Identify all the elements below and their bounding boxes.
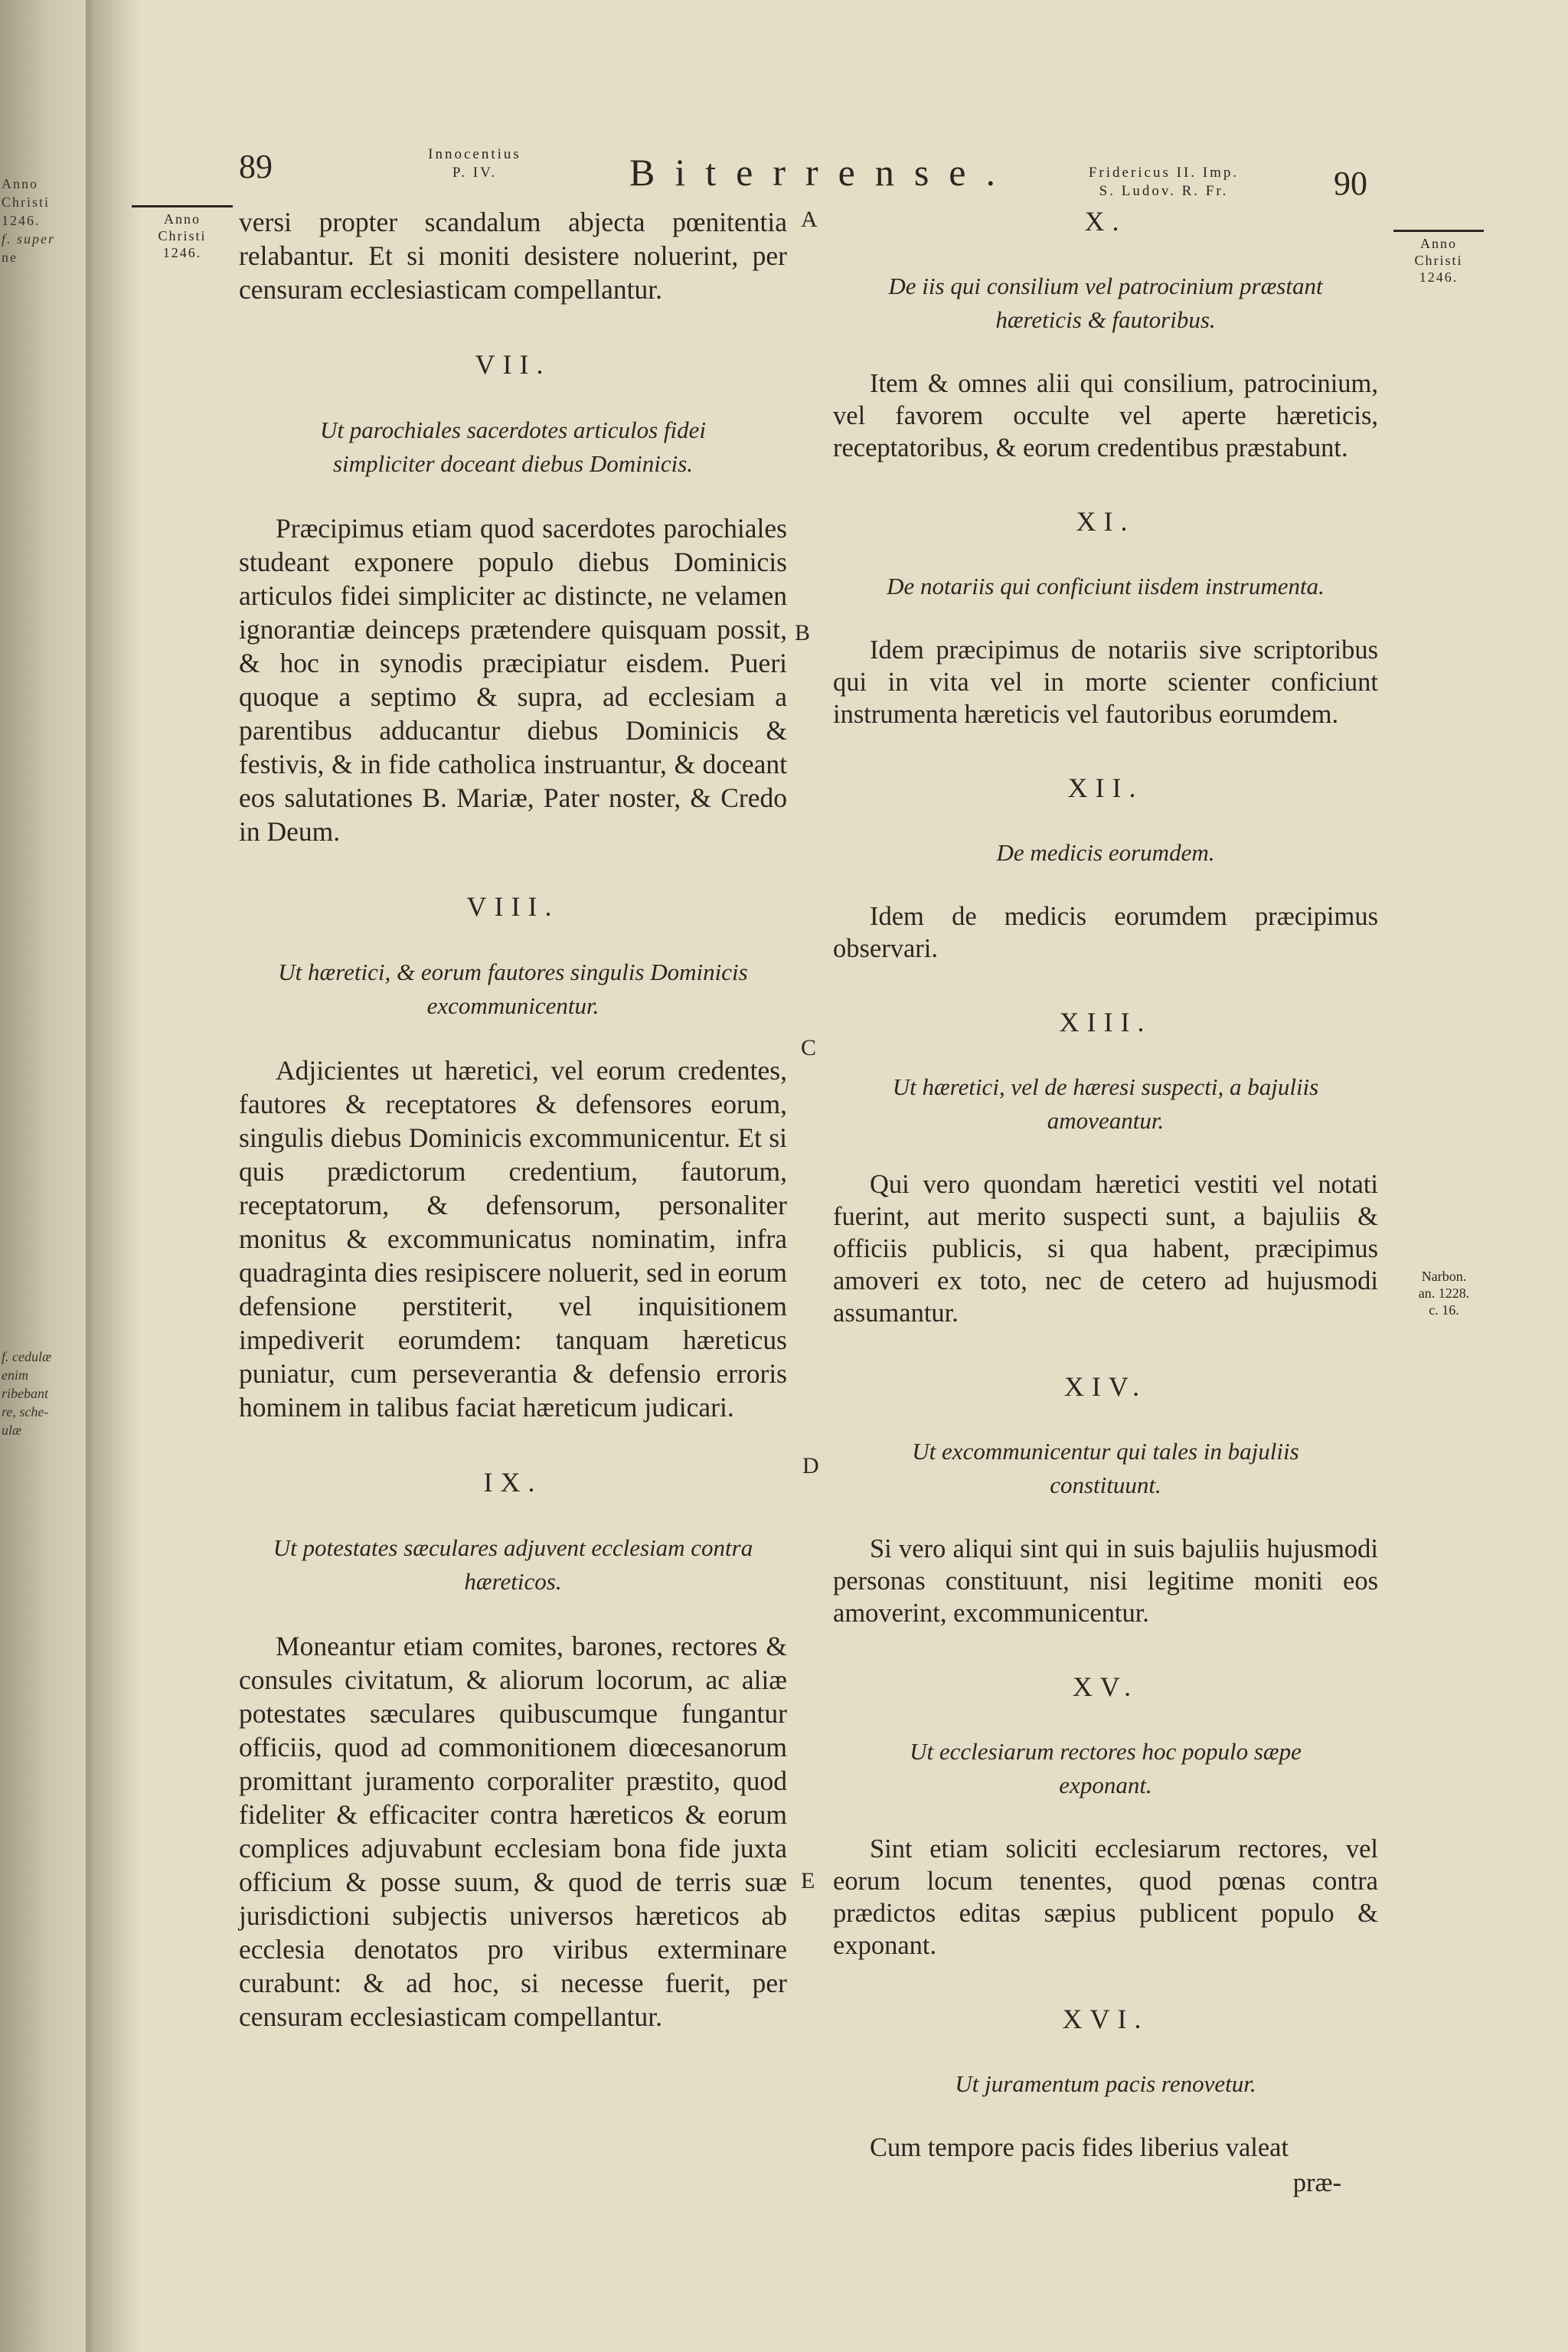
section-text-xv: Sint etiam soliciti ecclesiarum rectores, vel eorum locum tenentes, quod pœnas contra prædictos editas sæpius publicent populo & exponant. [833,1834,1378,1960]
section-letter-b: B [795,620,811,645]
section-numeral-xii: XII. [1067,773,1144,803]
continuation-paragraph: versi propter scandalum abjecta pœnitentia relabantur. Et si moniti desistere noluerint, per censuram ecclesiasticam compellantur. [239,207,787,305]
section-rubric-xi: De notariis qui conficiunt iisdem instrumenta. [887,573,1325,599]
section-rubric-xii: De medicis eorumdem. [996,839,1215,866]
section-rubric-xvi: Ut juramentum pacis renovetur. [955,2070,1256,2097]
section-text-xvi: Cum tempore pacis fides liberius valeat [870,2133,1289,2162]
pope-name: Innocentius P. IV. [428,146,521,181]
section-letter-c: C [801,1035,817,1060]
section-numeral-xiii: XIII. [1059,1007,1152,1037]
section-numeral-xv: XV. [1072,1671,1139,1702]
margin-rule-left [132,205,233,207]
section-rubric-xiv: Ut excommunicentur qui tales in bajuliis constituunt. [912,1438,1299,1498]
left-text-column [239,205,787,2075]
section-rubric-viii: Ut hæretici, & eorum fautores singulis Dominicis excommunicentur. [278,959,748,1019]
right-folio-number: 90 [1334,165,1367,202]
page-title: Biterrense. [629,151,1015,194]
margin-rule-right [1393,230,1484,232]
left-folio-number: 89 [239,148,273,185]
section-rubric-vii: Ut parochiales sacerdotes articulos fidei simpliciter doceant diebus Dominicis. [320,416,706,477]
section-text-xii: Idem de medicis eorumdem præcipimus observari. [833,902,1378,963]
previous-page-strip [0,0,92,2352]
section-letter-e: E [801,1868,815,1893]
section-rubric-ix: Ut potestates sæculares adjuvent ecclesiam contra hæreticos. [273,1534,753,1595]
section-letter-d: D [802,1453,819,1478]
section-rubric-xiii: Ut hæretici, vel de hæresi suspecti, a bajuliis amoveantur. [892,1073,1319,1134]
emperor-king-line: Fridericus II. Imp. S. Ludov. R. Fr. [1088,165,1240,199]
anno-christi-left-note: Anno Christi 1246. [132,205,233,261]
section-text-viii: Adjicientes ut hæretici, vel eorum credentes, fautores & receptatores & defensores eorum, singulis diebus Dominicis excommunicentur. Et si quis prædictorum credentium, fautorum, receptatorum, & defensorum, personaliter monitus & excommunicatus nominatim, infra quadraginta dies resipiscere noluerit, sed in eorum defensione perstiterit, vel inquisitionem impediverit eorumdem: tanquam hæreticus puniatur, cum perseverantia & defensio erroris hominem in talibus faciat hæreticum judicari. [239,1055,787,1423]
section-text-xiv: Si vero aliqui sint qui in suis bajuliis hujusmodi personas constituunt, nisi legitime moniti eos amoverint, excommunicentur. [833,1534,1378,1628]
section-numeral-x: X. [1084,206,1127,237]
previous-page-margin-note-top: Anno Christi 1246. f. super ne [2,176,55,265]
narbon-reference-note: Narbon. an. 1228. c. 16. [1418,1269,1470,1318]
section-numeral-xvi: XVI. [1062,2004,1149,2034]
section-rubric-xv: Ut ecclesiarum rectores hoc populo sæpe exponant. [910,1738,1302,1798]
section-text-xi: Idem præcipimus de notariis sive scriptoribus qui in vita vel in morte scienter conficiunt instrumenta hæreticis vel fautoribus eorumdem. [833,635,1378,729]
section-numeral-vii: VII. [475,349,551,380]
section-numeral-viii: VIII. [466,891,560,922]
section-text-ix: Moneantur etiam comites, barones, rectores & consules civitatum, & aliorum locorum, ac aliæ potestates sæculares quibuscumque fungantur officiis, quod ad commonitionem diœcesanorum promittant juramento corporaliter præstito, quod fideliter & efficaciter contra hæreticos & eorum complices adjuvabunt ecclesiam bona fide juxta officium & posse suum, & quod de terris suæ jurisdictioni subjectis universos hæreticos ab ecclesia denotatos pro viribus exterminare curabunt: & ad hoc, si necesse fuerit, per censuram ecclesiasticam compellantur. [239,1631,787,2032]
previous-page-margin-note-mid: f. cedulæ enim ribebant re, sche- ulæ [2,1349,51,1438]
section-numeral-xi: XI. [1076,506,1135,537]
section-text-x: Item & omnes alii qui consilium, patrocinium, vel favorem occulte vel aperte hæreticis, receptatoribus, & eorum credentibus præstabunt. [833,369,1378,462]
section-letter-a: A [801,207,818,232]
catchword: præ- [1292,2168,1341,2197]
gutter-shadow [86,0,139,2352]
section-numeral-xiv: XIV. [1063,1371,1148,1402]
anno-christi-right-note: Anno Christi 1246. [1393,230,1484,286]
section-text-xiii: Qui vero quondam hæretici vestiti vel notati fuerint, aut merito suspecti sunt, a bajuliis & officiis publicis, si qua habent, præcipimus amoveri ex toto, nec de cetero ad hujusmodi assumantur. [833,1170,1378,1328]
section-text-vii: Præcipimus etiam quod sacerdotes parochiales studeant exponere populo diebus Dominicis articulos fidei simpliciter ac distincte, ne velamen ignorantiæ deinceps prætendere quisquam possit, & hoc in synodis præcipiatur eisdem. Pueri quoque a septimo & supra, ad ecclesiam a parentibus adducantur diebus Dominicis & festivis, & in fide catholica instruantur, & doceant eos salutationes B. Mariæ, Pater noster, & Credo in Deum. [239,513,787,847]
section-rubric-x: De iis qui consilium vel patrocinium præstant hæreticis & fautoribus. [888,273,1323,333]
section-numeral-ix: IX. [483,1467,543,1498]
right-text-column [833,205,1378,2199]
